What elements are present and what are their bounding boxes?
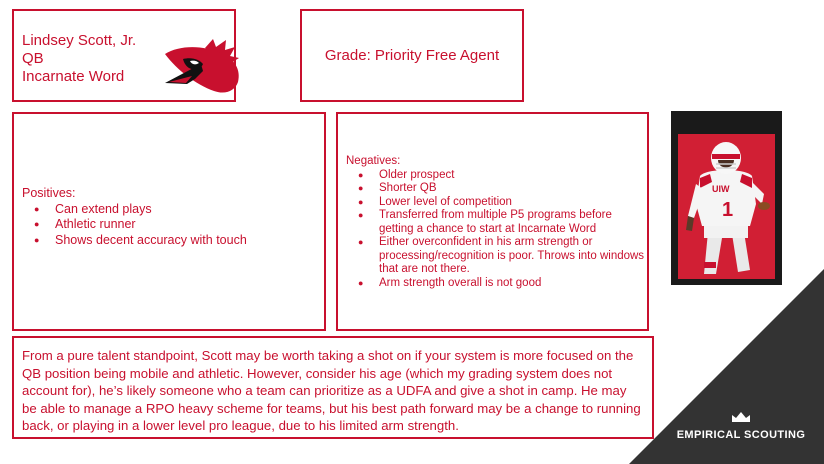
positives-list [22, 202, 247, 249]
negative-item: ● Arm strength overall is not good [346, 277, 647, 291]
negative-item: ● Transferred from multiple P5 programs before getting a chance to start at Incarnate Word [346, 209, 647, 236]
summary-card [12, 336, 654, 439]
jersey-text: UIW [712, 184, 730, 194]
player-photo-frame [671, 111, 782, 285]
crown-icon [730, 411, 752, 423]
negative-item: ● Either overconfident in his arm strength or processing/recognition is poor. Throws into windows that are not there. [346, 236, 647, 277]
player-info-lines [22, 32, 136, 86]
player-school: Incarnate Word [22, 68, 125, 85]
player-photo [678, 134, 775, 279]
summary-text: From a pure talent standpoint, Scott may be worth taking a shot on if your system is more focused on the QB position being mobile and athletic. However, consider his age (which my grading system does not account for), he’s likely someone who a team can prioritize as a UDFA and give a shot in camp. He may be able to manage a RPO heavy scheme for teams, but his best path forward may be a change to running back, or playing in a lower level pro league, due to his limited arm strength. [22, 348, 641, 434]
positives-section [22, 186, 247, 248]
cardinal-logo-icon [159, 38, 243, 96]
negative-item: ● Older prospect [346, 169, 647, 183]
positives-card [12, 112, 326, 331]
player-position: QB [22, 50, 44, 67]
positives-heading: Positives: [22, 186, 76, 200]
grade-card [300, 9, 524, 102]
negative-item: ● Lower level of competition [346, 196, 647, 210]
brand-badge [670, 411, 812, 443]
positive-item: ● Athletic runner [22, 217, 247, 233]
negatives-heading: Negatives: [346, 155, 401, 167]
negative-item: ● Shorter QB [346, 182, 647, 196]
player-name: Lindsey Scott, Jr. [22, 32, 137, 49]
grade-text: Grade: Priority Free Agent [324, 47, 500, 64]
player-info-card [12, 9, 236, 102]
brand-name: EMPIRICAL SCOUTING [676, 429, 806, 441]
negatives-section [346, 155, 647, 290]
positive-item: ● Shows decent accuracy with touch [22, 233, 247, 249]
quarterback-illustration [678, 134, 775, 279]
jersey-number: 1 [722, 199, 734, 221]
negatives-list [346, 169, 647, 291]
positive-item: ● Can extend plays [22, 202, 247, 218]
negatives-card [336, 112, 649, 331]
